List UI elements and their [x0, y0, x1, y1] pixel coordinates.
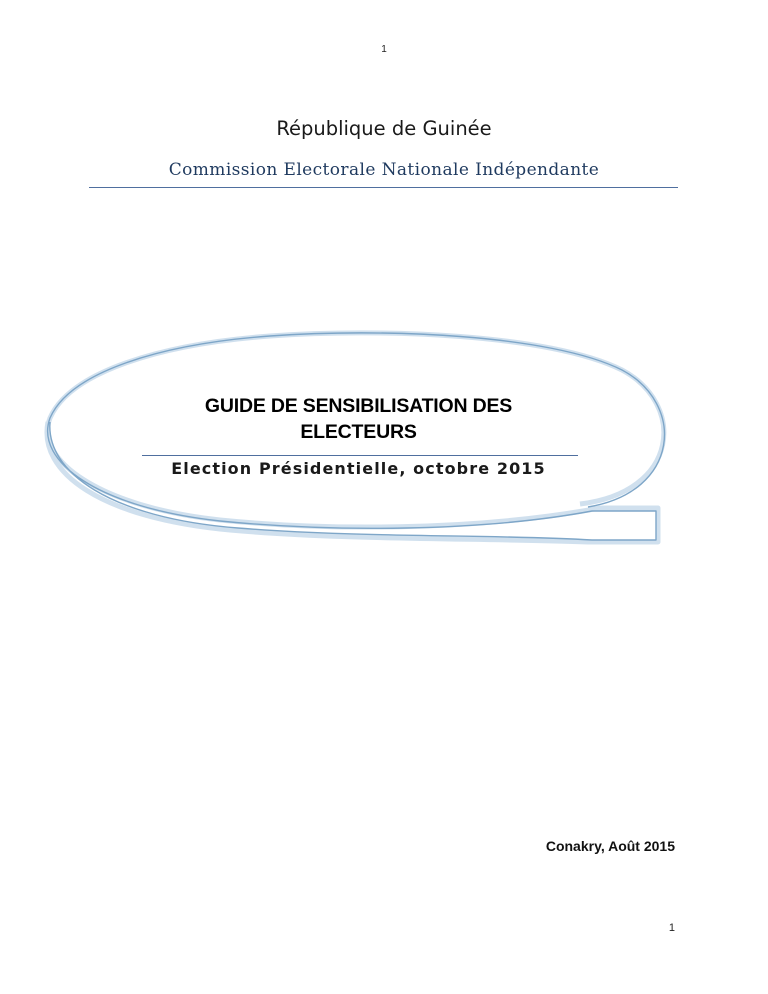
page-number-top: 1 — [381, 44, 387, 55]
place-and-date: Conakry, Août 2015 — [545, 838, 675, 854]
header-divider — [89, 187, 678, 188]
guide-title-line-2: ELECTEURS — [300, 421, 417, 443]
election-subtitle: Election Présidentielle, octobre 2015 — [171, 459, 546, 478]
guide-title — [140, 393, 577, 445]
organization-heading: Commission Electorale Nationale Indépendante — [168, 160, 600, 180]
guide-title-line-1: GUIDE DE SENSIBILISATION DES — [204, 395, 513, 417]
country-heading: République de Guinée — [276, 117, 492, 140]
title-divider — [142, 455, 578, 456]
page-number-bottom: 1 — [668, 922, 675, 934]
